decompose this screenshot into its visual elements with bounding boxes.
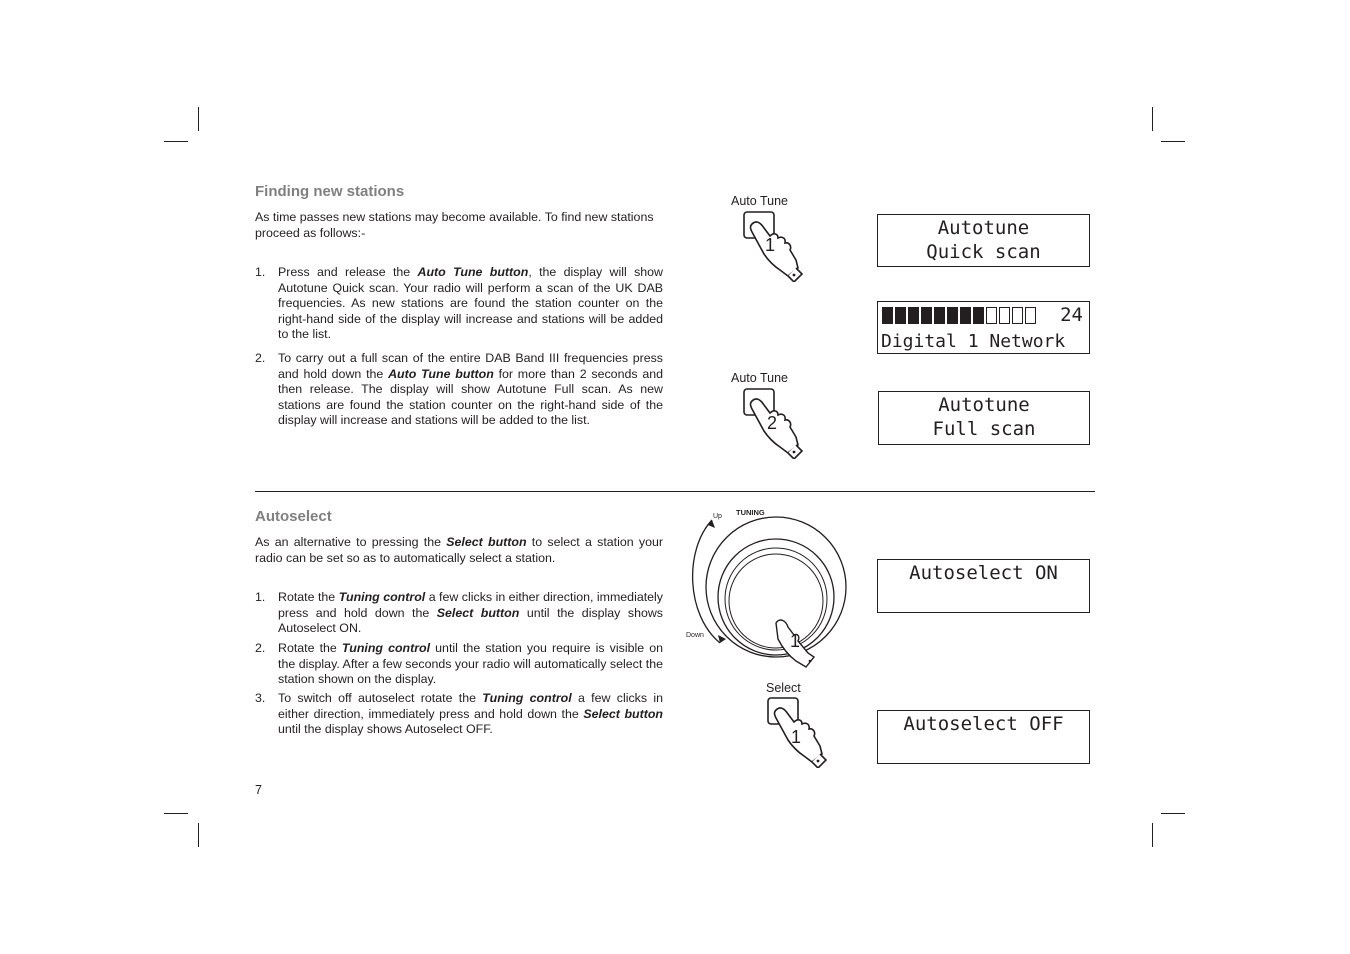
crop-mark	[1161, 813, 1185, 814]
lcd-line: Digital 1 Network	[881, 331, 1066, 352]
lcd-display-autoselect-off	[877, 710, 1090, 764]
lcd-display-full-scan	[878, 391, 1090, 445]
lcd-line: Full scan	[932, 418, 1036, 440]
lcd-line: Autotune	[937, 217, 1030, 239]
step-number: 1	[791, 727, 802, 747]
progress-segment-filled	[934, 307, 945, 324]
up-label: Up	[713, 513, 722, 520]
progress-segment-filled	[947, 307, 958, 324]
section-intro: As an alternative to pressing the Select button to select a station your radio can be set so as to automatically select a station.	[255, 535, 663, 565]
crop-mark	[164, 813, 188, 814]
station-counter: 24	[1060, 304, 1083, 326]
section-divider	[255, 491, 1095, 492]
crop-mark	[1161, 141, 1185, 142]
step-number: 2	[767, 413, 778, 433]
down-label: Down	[686, 632, 704, 639]
list-text: Press and release the Auto Tune button, the display will show Autotune Quick scan. Your radio will perform a scan of the UK DAB frequencies. As new stations are found the station counter on the right-hand side of the display will increase and stations will be added to the list.	[278, 265, 664, 341]
intro-line: As time passes new stations may become available. To find new stations	[255, 210, 654, 224]
step-number: 1	[765, 235, 776, 255]
lcd-line: Autoselect OFF	[903, 713, 1064, 735]
step-number: 1	[790, 631, 801, 651]
auto-tune-label: Auto Tune	[731, 371, 788, 385]
page-number: 7	[255, 783, 262, 797]
lcd-display-autoselect-on	[877, 559, 1090, 613]
auto-tune-label: Auto Tune	[731, 194, 788, 208]
list-item	[255, 691, 663, 739]
crop-mark	[198, 823, 199, 847]
section-heading-finding-stations: Finding new stations	[255, 183, 405, 200]
list-item	[255, 351, 663, 431]
list-number: 1.	[255, 265, 266, 279]
intro-line: proceed as follows:-	[255, 225, 366, 240]
list-number: 2.	[255, 641, 266, 655]
progress-segment-empty	[986, 307, 997, 324]
lcd-display-progress	[877, 301, 1090, 354]
progress-segment-filled	[960, 307, 971, 324]
list-number: 1.	[255, 590, 266, 604]
crop-mark	[164, 141, 188, 142]
lcd-line: Autoselect ON	[909, 562, 1058, 584]
section-heading-autoselect: Autoselect	[255, 508, 332, 525]
list-item	[255, 641, 663, 689]
progress-segment-empty	[1025, 307, 1036, 324]
crop-mark	[198, 107, 199, 131]
progress-segment-filled	[895, 307, 906, 324]
scan-progress-bar	[882, 307, 1042, 326]
lcd-line: Autotune	[938, 394, 1030, 416]
lcd-display-quick-scan	[877, 214, 1090, 267]
list-number: 3.	[255, 691, 266, 705]
progress-segment-filled	[921, 307, 932, 324]
list-text: Rotate the Tuning control until the station you require is visible on the display. After a few seconds your radio will automatically select the station shown on the display.	[278, 641, 663, 686]
list-item	[255, 265, 664, 341]
crop-mark	[1152, 107, 1153, 131]
tuning-label: TUNING	[736, 508, 765, 517]
lcd-line: Quick scan	[926, 241, 1041, 263]
select-label: Select	[766, 681, 801, 695]
list-item	[255, 590, 663, 638]
progress-segment-empty	[999, 307, 1010, 324]
list-text: To carry out a full scan of the entire DAB Band III frequencies press and hold down the Auto Tune button for more than 2 seconds and then release. The display will show Autotune Full scan. As new stations are found the station counter on the right-hand side of the display will increase and stations will be added to the list.	[278, 351, 664, 427]
progress-segment-empty	[1012, 307, 1023, 324]
crop-mark	[1152, 823, 1153, 847]
list-number: 2.	[255, 351, 266, 365]
progress-segment-filled	[882, 307, 893, 324]
section-intro	[255, 210, 663, 241]
tuning-knob-icon	[684, 505, 854, 675]
progress-segment-filled	[908, 307, 919, 324]
list-text: To switch off autoselect rotate the Tuning control a few clicks in either direction, immediately press and hold down the Select button until the display shows Autoselect OFF.	[278, 691, 663, 736]
list-text: Rotate the Tuning control a few clicks in either direction, immediately press and hold down the Select button until the display shows Autoselect ON.	[278, 590, 664, 635]
progress-segment-filled	[973, 307, 984, 324]
